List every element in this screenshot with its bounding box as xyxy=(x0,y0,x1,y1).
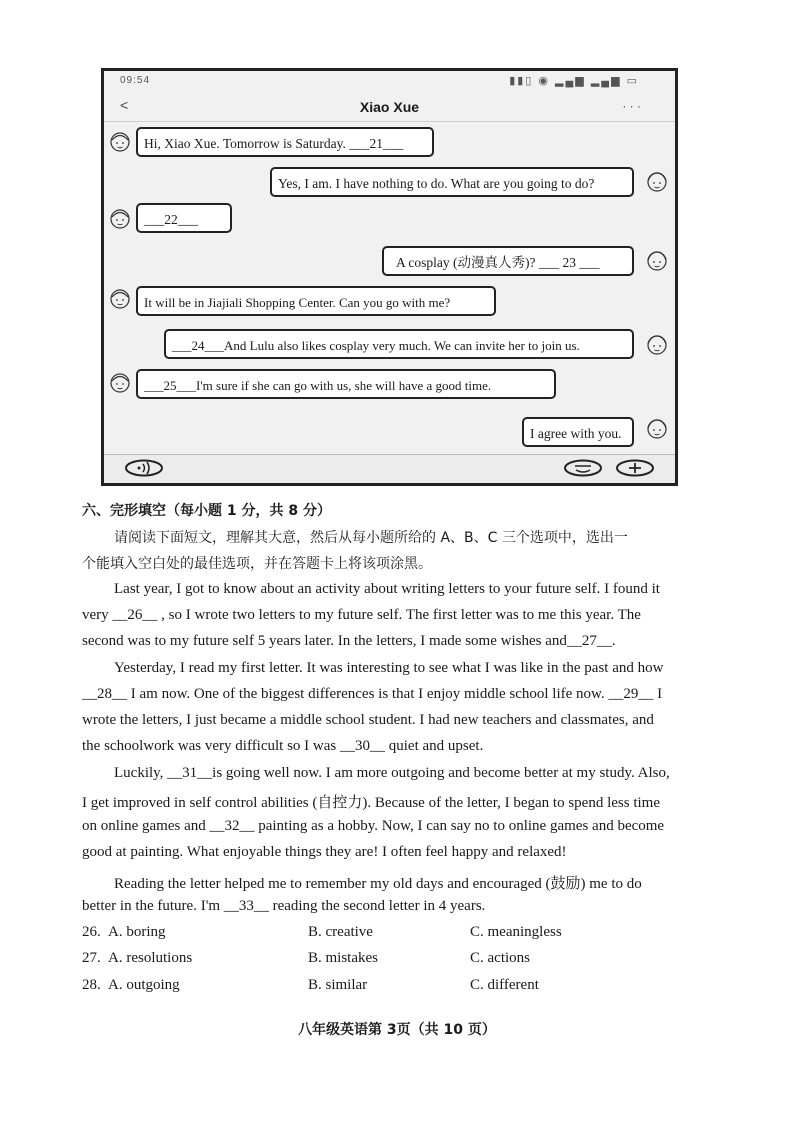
emoji-icon[interactable] xyxy=(563,459,603,477)
voice-input-icon[interactable] xyxy=(124,459,164,477)
option-b: B. similar xyxy=(308,977,368,993)
passage-line: Luckily, __31__is going well now. I am more outgoing and become better at my study. Also, xyxy=(114,765,670,781)
chat-header xyxy=(104,93,675,122)
option-a: A. resolutions xyxy=(108,950,193,966)
xiaoxue-avatar-icon xyxy=(645,170,669,194)
passage-line: on online games and __32__ painting as a hobby. Now, I can say no to online games and become xyxy=(82,818,665,834)
question-number: 28. xyxy=(82,977,101,993)
option-b: B. mistakes xyxy=(308,950,378,966)
page-footer: 八年级英语第 3页（共 10 页） xyxy=(298,1022,496,1038)
xiaoxue-avatar-icon xyxy=(645,417,669,441)
chat-message: ___22___ xyxy=(136,203,232,233)
passage-line: very __26__ , so I wrote two letters to my future self. The first letter was to me this year. The xyxy=(82,607,641,623)
passage-line: wrote the letters, I just became a middle school student. I had new teachers and classmates, and xyxy=(82,712,654,728)
contact-name: Xiao Xue xyxy=(359,99,420,115)
passage-line: second was to my future self 5 years later. In the letters, I made some wishes and__27__. xyxy=(82,633,616,649)
friend-avatar-icon xyxy=(108,371,132,395)
passage-line: I get improved in self control abilities (自控力). Because of the letter, I began to spend less time xyxy=(82,795,660,811)
more-options-icon[interactable]: · · · xyxy=(622,99,641,113)
option-b: B. creative xyxy=(308,924,373,940)
question-number: 26. xyxy=(82,924,101,940)
passage-line: good at painting. What enjoyable things they are! I often feel happy and relaxed! xyxy=(82,844,567,860)
section-title: 六、完形填空（每小题 1 分，共 8 分） xyxy=(82,503,331,519)
xiaoxue-avatar-icon xyxy=(645,249,669,273)
chat-message: ___24___And Lulu also likes cosplay very much. We can invite her to join us. xyxy=(164,329,634,359)
passage-line: __28__ I am now. One of the biggest differences is that I enjoy middle school life now. __29__ I xyxy=(82,686,663,702)
option-a: A. outgoing xyxy=(108,977,180,993)
passage-line: Reading the letter helped me to remember my old days and encouraged (鼓励) me to do xyxy=(114,876,642,892)
instruction-line: 个能填入空白处的最佳选项，并在答题卡上将该项涂黑。 xyxy=(82,556,432,572)
option-a: A. boring xyxy=(108,924,166,940)
friend-avatar-icon xyxy=(108,130,132,154)
status-time: 09:54 xyxy=(120,75,151,86)
question-number: 27. xyxy=(82,950,101,966)
option-c: C. actions xyxy=(470,950,530,966)
chat-message: Yes, I am. I have nothing to do. What are you going to do? xyxy=(270,167,634,197)
status-bar xyxy=(104,71,675,91)
signal-battery-icons: ▮▮▯ ◉ ▂▄▆ ▂▄▆ ▭ xyxy=(509,75,639,87)
chat-input-bar xyxy=(104,454,675,483)
passage-line: Last year, I got to know about an activity about writing letters to your future self. I found it xyxy=(114,581,660,597)
passage-line: better in the future. I'm __33__ reading the second letter in 4 years. xyxy=(82,898,486,914)
chat-screenshot xyxy=(101,68,678,486)
chat-message: Hi, Xiao Xue. Tomorrow is Saturday. ___21___ xyxy=(136,127,434,157)
friend-avatar-icon xyxy=(108,287,132,311)
chat-message: It will be in Jiajiali Shopping Center. Can you go with me? xyxy=(136,286,496,316)
option-c: C. different xyxy=(470,977,539,993)
friend-avatar-icon xyxy=(108,207,132,231)
instruction-line: 请阅读下面短文，理解其大意，然后从每小题所给的 A、B、C 三个选项中，选出一 xyxy=(114,530,628,546)
back-arrow-icon[interactable]: < xyxy=(120,97,129,113)
passage-line: Yesterday, I read my first letter. It was interesting to see what I was like in the past and how xyxy=(114,660,664,676)
chat-message: A cosplay (动漫真人秀)? ___ 23 ___ xyxy=(382,246,634,276)
passage-line: the schoolwork was very difficult so I was __30__ quiet and upset. xyxy=(82,738,484,754)
chat-message: I agree with you. xyxy=(522,417,634,447)
plus-icon[interactable] xyxy=(615,459,655,477)
xiaoxue-avatar-icon xyxy=(645,333,669,357)
option-c: C. meaningless xyxy=(470,924,562,940)
chat-message: ___25___I'm sure if she can go with us, she will have a good time. xyxy=(136,369,556,399)
